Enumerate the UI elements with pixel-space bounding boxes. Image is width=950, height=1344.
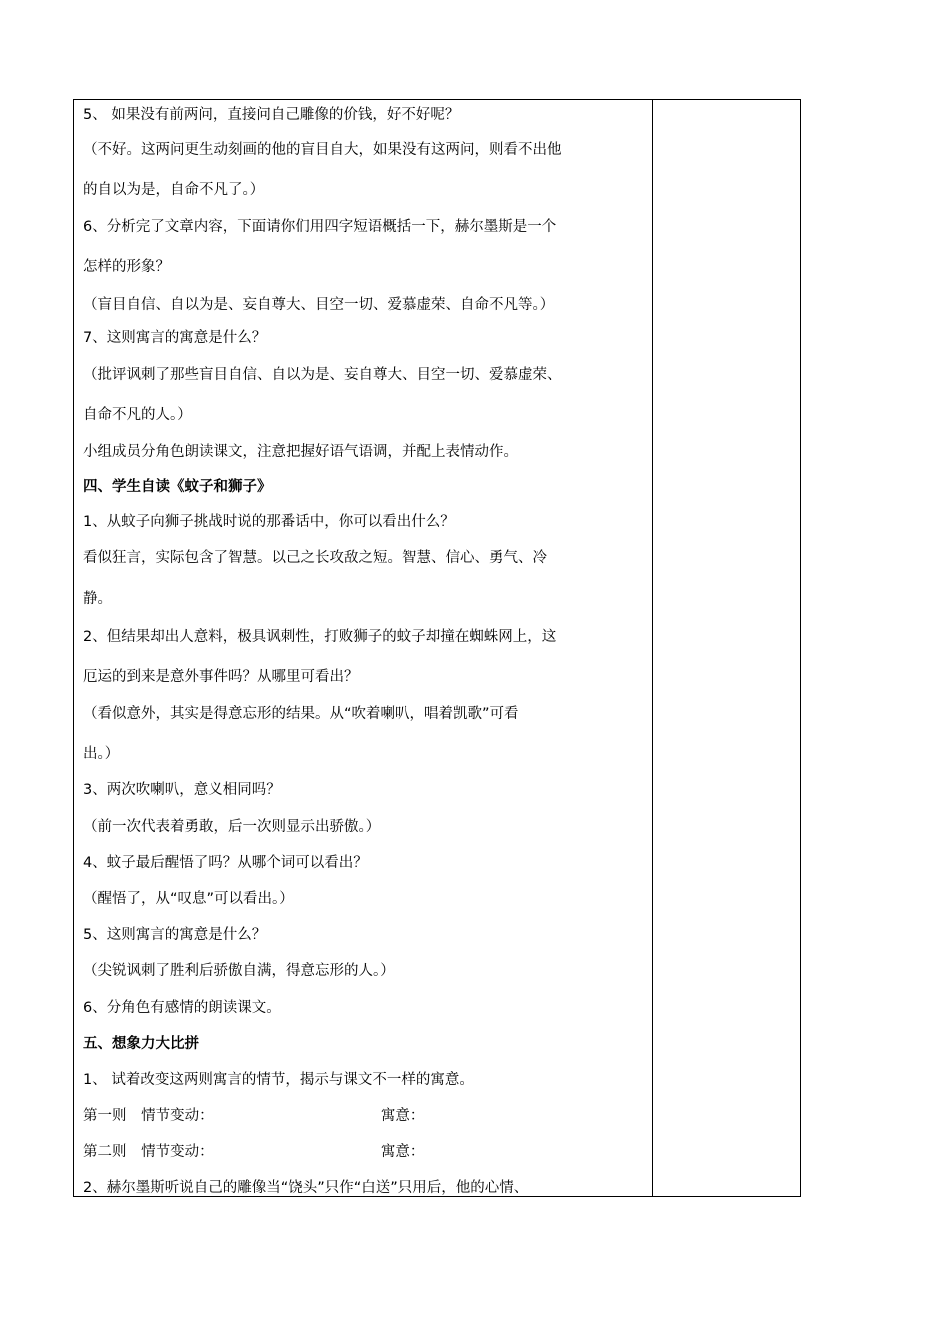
text-line: （不好。这两问更生动刻画的他的盲目自大，如果没有这两问，则看不出他 [83,142,562,158]
text-line: 6、分角色有感情的朗读课文。 [83,1000,281,1016]
text-line: （尖锐讽刺了胜利后骄傲自满，得意忘形的人。） [83,963,395,979]
text-line: （批评讽刺了那些盲目自信、自以为是、妄自尊大、目空一切、爱慕虚荣、 [83,367,562,383]
form-row-label: 第二则 [83,1144,127,1160]
text-line: 出。） [83,746,120,762]
text-line: 1、从蚊子向狮子挑战时说的那番话中，你可以看出什么？ [83,514,455,530]
form-row-2 [83,1142,424,1162]
text-line: 自命不凡的人。） [83,407,192,423]
form-row-label: 第一则 [83,1108,127,1124]
form-row-meaning: 寓意： [380,1144,425,1160]
section-heading: 四、学生自读《蚊子和狮子》 [83,479,272,495]
text-line: 4、蚊子最后醒悟了吗？从哪个词可以看出？ [83,855,368,871]
text-line: 2、但结果却出人意料，极具讽刺性，打败狮子的蚊子却撞在蜘蛛网上，这 [83,629,557,645]
text-line: 2、赫尔墨斯听说自己的雕像当“饶头”只作“白送”只用后，他的心情、 [83,1180,529,1196]
text-line: 的自以为是，自命不凡了。） [83,182,265,198]
text-line: 5、 如果没有前两问，直接问自己雕像的价钱，好不好呢？ [83,107,460,123]
text-line: 7、这则寓言的寓意是什么？ [83,330,267,346]
text-line: （前一次代表着勇敢，后一次则显示出骄傲。） [83,819,381,835]
text-line: 小组成员分角色朗读课文，注意把握好语气语调，并配上表情动作。 [83,444,518,460]
text-line: （盲目自信、自以为是、妄自尊大、目空一切、爱慕虚荣、自命不凡等。） [83,297,555,313]
text-line: 3、两次吹喇叭，意义相同吗？ [83,782,281,798]
column-divider [652,100,653,1196]
form-row-field: 情节变动： [141,1144,214,1160]
text-line: 5、这则寓言的寓意是什么？ [83,927,267,943]
text-line: 1、 试着改变这两则寓言的情节，揭示与课文不一样的寓意。 [83,1072,474,1088]
form-row-meaning: 寓意： [380,1108,425,1124]
text-line: 6、分析完了文章内容，下面请你们用四字短语概括一下，赫尔墨斯是一个 [83,219,557,235]
text-line: 厄运的到来是意外事件吗？从哪里可看出？ [83,669,359,685]
form-row-field: 情节变动： [141,1108,214,1124]
text-line: （醒悟了，从“叹息”可以看出。） [83,891,294,907]
text-line: 怎样的形象？ [83,259,170,275]
text-line: 静。 [83,591,112,607]
text-line: （看似意外，其实是得意忘形的结果。从“吹着喇叭，唱着凯歌”可看 [83,706,519,722]
section-heading: 五、想象力大比拼 [83,1036,199,1052]
form-row-1 [83,1106,424,1126]
lesson-content [83,100,649,1196]
text-line: 看似狂言，实际包含了智慧。以己之长攻敌之短。智慧、信心、勇气、冷 [83,550,547,566]
lesson-table [73,99,801,1197]
